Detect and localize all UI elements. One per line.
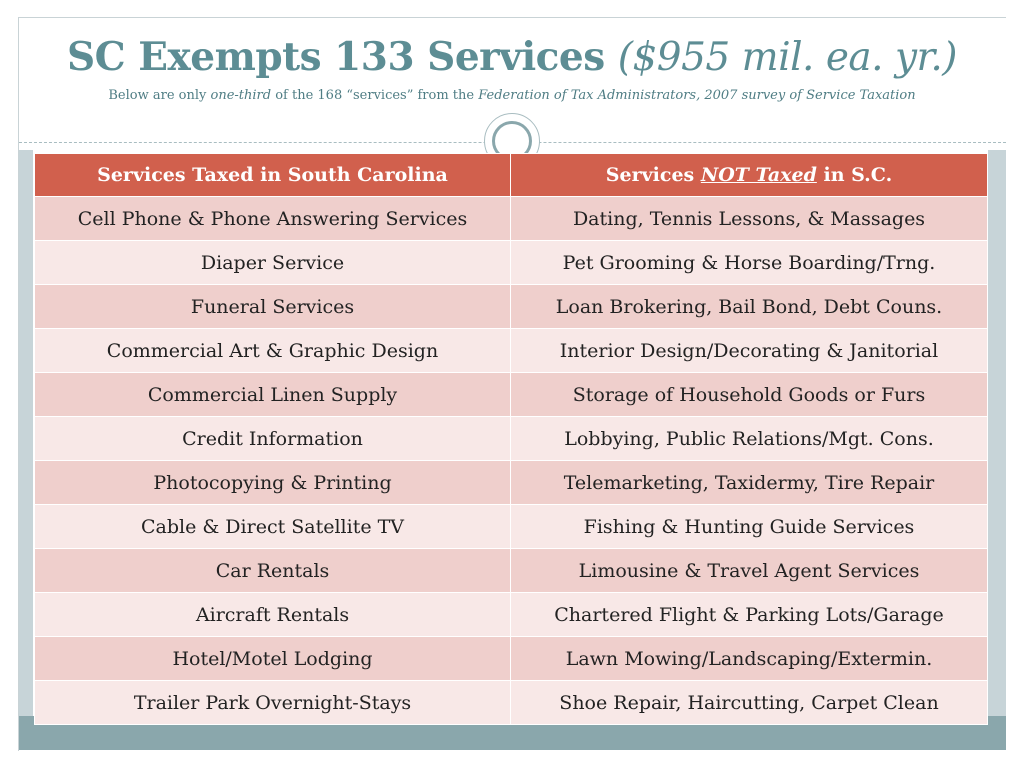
header-not-taxed-post: in S.C.: [816, 164, 893, 186]
title-main: SC Exempts 133 Services: [67, 34, 605, 80]
slide-title: [0, 34, 1024, 80]
taxed-cell: Trailer Park Overnight-Stays: [35, 681, 511, 725]
taxed-cell: Credit Information: [35, 417, 511, 461]
services-table: [34, 153, 988, 725]
table-row: [35, 197, 988, 241]
not-taxed-cell: Storage of Household Goods or Furs: [511, 373, 988, 417]
taxed-cell: Cell Phone & Phone Answering Services: [35, 197, 511, 241]
subtitle-source: Federation of Tax Administrators, 2007 survey of Service Taxation: [478, 88, 916, 103]
table-row: [35, 329, 988, 373]
table-row: [35, 681, 988, 725]
header-not-taxed-emphasis: NOT Taxed: [700, 164, 817, 186]
table-row: [35, 637, 988, 681]
not-taxed-cell: Telemarketing, Taxidermy, Tire Repair: [511, 461, 988, 505]
subtitle-part3: of the 168 “services” from the: [271, 88, 479, 103]
left-accent-band: [19, 150, 33, 750]
taxed-cell: Photocopying & Printing: [35, 461, 511, 505]
taxed-cell: Aircraft Rentals: [35, 593, 511, 637]
taxed-cell: Hotel/Motel Lodging: [35, 637, 511, 681]
subtitle-emphasis: one-third: [210, 88, 272, 103]
not-taxed-cell: Interior Design/Decorating & Janitorial: [511, 329, 988, 373]
taxed-cell: Commercial Linen Supply: [35, 373, 511, 417]
right-accent-band: [988, 150, 1006, 750]
not-taxed-cell: Shoe Repair, Haircutting, Carpet Clean: [511, 681, 988, 725]
table-row: [35, 593, 988, 637]
header-taxed: Services Taxed in South Carolina: [35, 154, 511, 197]
slide-subtitle: [0, 88, 1024, 103]
not-taxed-cell: Loan Brokering, Bail Bond, Debt Couns.: [511, 285, 988, 329]
not-taxed-cell: Dating, Tennis Lessons, & Massages: [511, 197, 988, 241]
taxed-cell: Funeral Services: [35, 285, 511, 329]
not-taxed-cell: Limousine & Travel Agent Services: [511, 549, 988, 593]
table-row: [35, 241, 988, 285]
header-not-taxed-pre: Services: [605, 164, 701, 186]
taxed-cell: Commercial Art & Graphic Design: [35, 329, 511, 373]
title-amount: ($955 mil. ea. yr.): [617, 35, 957, 80]
not-taxed-cell: Fishing & Hunting Guide Services: [511, 505, 988, 549]
table-row: [35, 505, 988, 549]
table-row: [35, 417, 988, 461]
subtitle-part1: Below are only: [108, 88, 211, 103]
not-taxed-cell: Lawn Mowing/Landscaping/Extermin.: [511, 637, 988, 681]
taxed-cell: Cable & Direct Satellite TV: [35, 505, 511, 549]
taxed-cell: Diaper Service: [35, 241, 511, 285]
table-row: [35, 285, 988, 329]
table-row: [35, 461, 988, 505]
table-row: [35, 373, 988, 417]
not-taxed-cell: Chartered Flight & Parking Lots/Garage: [511, 593, 988, 637]
table-row: [35, 549, 988, 593]
table-header-row: [35, 154, 988, 197]
header-not-taxed: [511, 154, 988, 197]
not-taxed-cell: Lobbying, Public Relations/Mgt. Cons.: [511, 417, 988, 461]
not-taxed-cell: Pet Grooming & Horse Boarding/Trng.: [511, 241, 988, 285]
taxed-cell: Car Rentals: [35, 549, 511, 593]
